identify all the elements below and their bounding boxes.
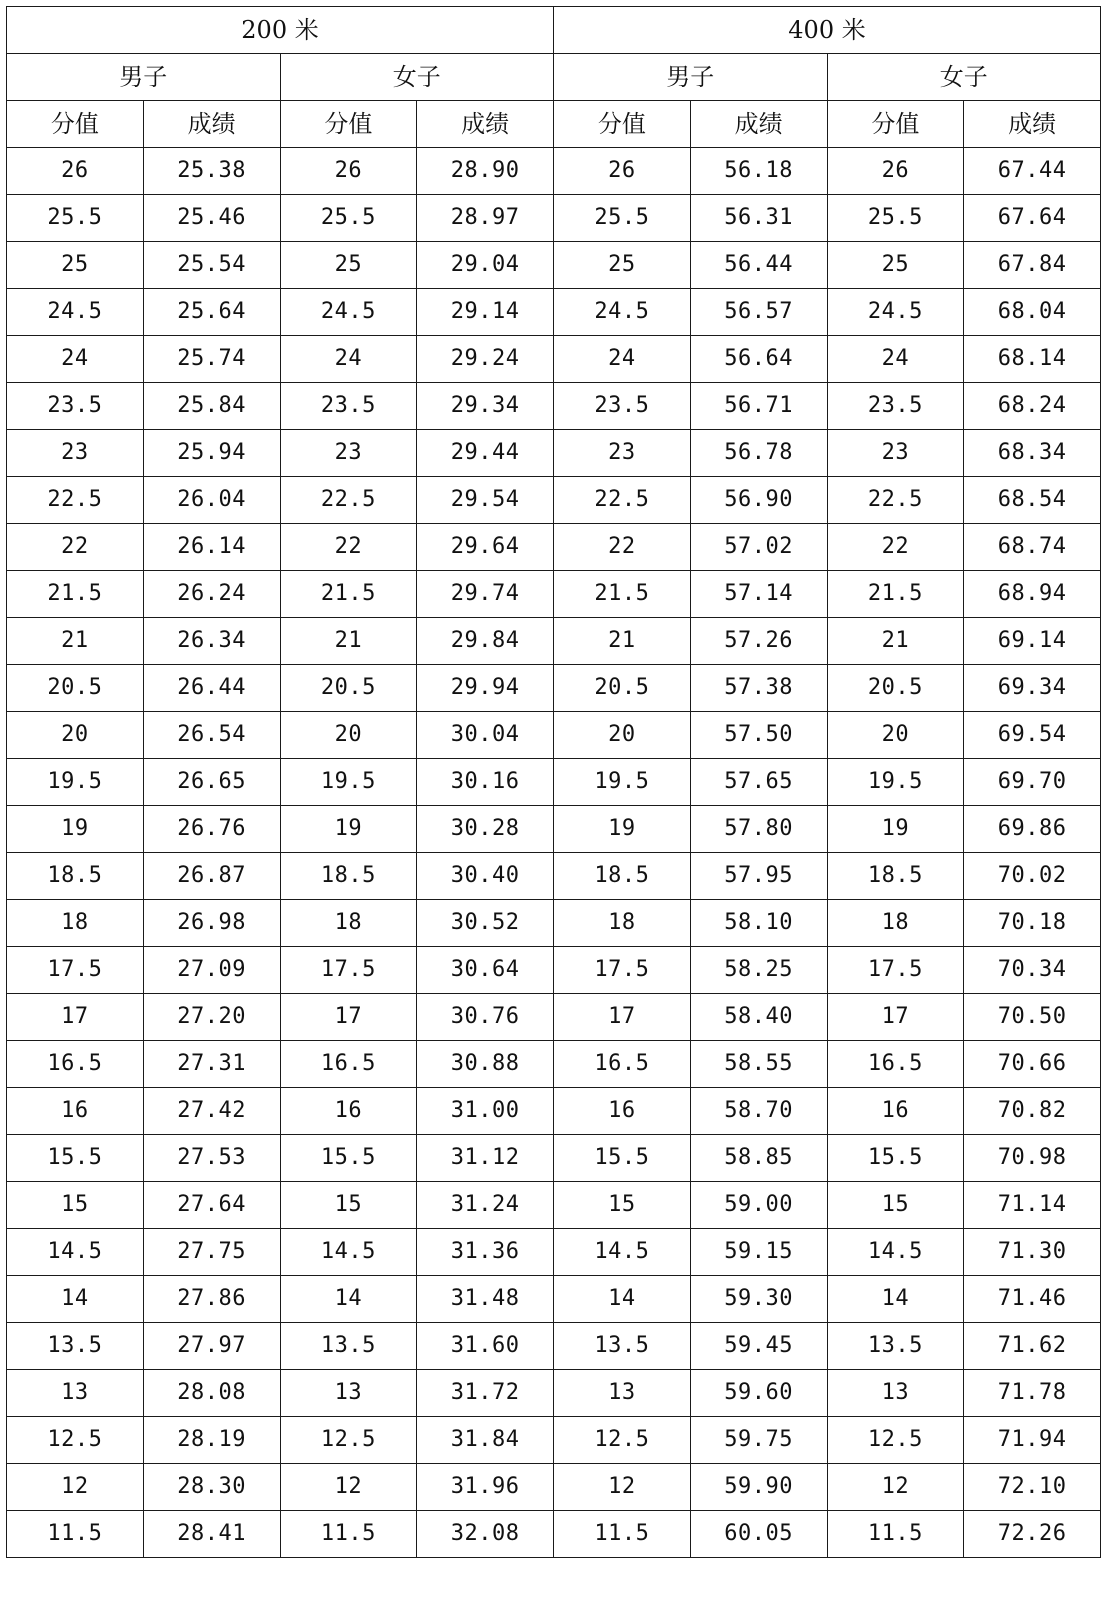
column-header-score: 分值 (827, 101, 964, 148)
score-cell: 25 (827, 242, 964, 289)
score-cell: 14 (280, 1276, 417, 1323)
result-cell: 25.46 (143, 195, 280, 242)
result-cell: 30.64 (417, 947, 554, 994)
score-cell: 15 (827, 1182, 964, 1229)
score-cell: 15.5 (280, 1135, 417, 1182)
table-row (7, 759, 1101, 806)
score-cell: 21.5 (280, 571, 417, 618)
result-cell: 58.10 (690, 900, 827, 947)
score-cell: 17 (827, 994, 964, 1041)
result-cell: 70.18 (964, 900, 1101, 947)
score-cell: 18 (280, 900, 417, 947)
result-cell: 31.72 (417, 1370, 554, 1417)
result-cell: 56.44 (690, 242, 827, 289)
result-cell: 72.26 (964, 1511, 1101, 1558)
result-cell: 25.64 (143, 289, 280, 336)
result-cell: 30.16 (417, 759, 554, 806)
result-cell: 56.57 (690, 289, 827, 336)
score-cell: 19.5 (827, 759, 964, 806)
result-cell: 31.36 (417, 1229, 554, 1276)
score-cell: 14.5 (280, 1229, 417, 1276)
result-cell: 68.74 (964, 524, 1101, 571)
score-cell: 22 (827, 524, 964, 571)
score-cell: 15 (7, 1182, 144, 1229)
score-table (6, 6, 1101, 1558)
table-row (7, 195, 1101, 242)
result-cell: 57.50 (690, 712, 827, 759)
score-cell: 23.5 (7, 383, 144, 430)
result-cell: 29.14 (417, 289, 554, 336)
gender-header-200m-male: 男子 (7, 54, 281, 101)
result-cell: 27.20 (143, 994, 280, 1041)
result-cell: 56.71 (690, 383, 827, 430)
result-cell: 60.05 (690, 1511, 827, 1558)
result-cell: 25.84 (143, 383, 280, 430)
result-cell: 31.60 (417, 1323, 554, 1370)
score-cell: 12.5 (827, 1417, 964, 1464)
score-cell: 14.5 (554, 1229, 691, 1276)
score-cell: 14.5 (827, 1229, 964, 1276)
score-cell: 20.5 (280, 665, 417, 712)
column-header-score: 分值 (7, 101, 144, 148)
score-cell: 23.5 (554, 383, 691, 430)
score-cell: 22.5 (7, 477, 144, 524)
score-cell: 13 (827, 1370, 964, 1417)
score-cell: 24.5 (827, 289, 964, 336)
score-cell: 12 (280, 1464, 417, 1511)
score-cell: 24.5 (554, 289, 691, 336)
table-row (7, 900, 1101, 947)
score-cell: 15 (280, 1182, 417, 1229)
score-cell: 21 (554, 618, 691, 665)
table-row (7, 477, 1101, 524)
score-cell: 25 (7, 242, 144, 289)
table-row (7, 289, 1101, 336)
score-cell: 16 (280, 1088, 417, 1135)
result-cell: 27.53 (143, 1135, 280, 1182)
result-cell: 29.84 (417, 618, 554, 665)
result-cell: 26.54 (143, 712, 280, 759)
score-cell: 19 (7, 806, 144, 853)
score-cell: 26 (7, 148, 144, 195)
result-cell: 29.44 (417, 430, 554, 477)
table-row (7, 1323, 1101, 1370)
result-cell: 26.87 (143, 853, 280, 900)
score-cell: 12.5 (280, 1417, 417, 1464)
table-row (7, 712, 1101, 759)
result-cell: 26.04 (143, 477, 280, 524)
score-cell: 26 (280, 148, 417, 195)
result-cell: 29.94 (417, 665, 554, 712)
score-cell: 16 (554, 1088, 691, 1135)
result-cell: 59.75 (690, 1417, 827, 1464)
result-cell: 68.54 (964, 477, 1101, 524)
result-cell: 29.64 (417, 524, 554, 571)
column-header-result: 成绩 (964, 101, 1101, 148)
result-cell: 71.30 (964, 1229, 1101, 1276)
table-row (7, 1370, 1101, 1417)
result-cell: 70.82 (964, 1088, 1101, 1135)
result-cell: 68.94 (964, 571, 1101, 618)
result-cell: 56.18 (690, 148, 827, 195)
result-cell: 71.14 (964, 1182, 1101, 1229)
result-cell: 26.44 (143, 665, 280, 712)
result-cell: 57.95 (690, 853, 827, 900)
result-cell: 70.02 (964, 853, 1101, 900)
table-row (7, 665, 1101, 712)
score-cell: 20 (554, 712, 691, 759)
result-cell: 27.09 (143, 947, 280, 994)
score-cell: 21.5 (554, 571, 691, 618)
result-cell: 26.34 (143, 618, 280, 665)
score-cell: 14.5 (7, 1229, 144, 1276)
score-cell: 17.5 (554, 947, 691, 994)
result-cell: 30.40 (417, 853, 554, 900)
table-row (7, 1088, 1101, 1135)
score-cell: 23 (280, 430, 417, 477)
result-cell: 28.97 (417, 195, 554, 242)
score-cell: 18 (827, 900, 964, 947)
score-cell: 18.5 (554, 853, 691, 900)
table-row (7, 1276, 1101, 1323)
gender-header-400m-male: 男子 (554, 54, 828, 101)
score-cell: 20 (280, 712, 417, 759)
result-cell: 57.80 (690, 806, 827, 853)
result-cell: 27.97 (143, 1323, 280, 1370)
result-cell: 29.04 (417, 242, 554, 289)
result-cell: 71.62 (964, 1323, 1101, 1370)
score-cell: 14 (7, 1276, 144, 1323)
result-cell: 31.84 (417, 1417, 554, 1464)
score-cell: 24 (827, 336, 964, 383)
result-cell: 27.42 (143, 1088, 280, 1135)
result-cell: 67.64 (964, 195, 1101, 242)
table-row (7, 430, 1101, 477)
result-cell: 57.65 (690, 759, 827, 806)
table-row (7, 1417, 1101, 1464)
result-cell: 30.76 (417, 994, 554, 1041)
table-row (7, 853, 1101, 900)
score-cell: 22 (7, 524, 144, 571)
score-cell: 11.5 (7, 1511, 144, 1558)
table-row (7, 1511, 1101, 1558)
table-row (7, 1229, 1101, 1276)
result-cell: 69.14 (964, 618, 1101, 665)
score-cell: 20 (827, 712, 964, 759)
table-row (7, 806, 1101, 853)
score-cell: 20.5 (827, 665, 964, 712)
result-cell: 27.86 (143, 1276, 280, 1323)
table-row (7, 524, 1101, 571)
table-row (7, 148, 1101, 195)
result-cell: 70.66 (964, 1041, 1101, 1088)
result-cell: 29.24 (417, 336, 554, 383)
result-cell: 59.30 (690, 1276, 827, 1323)
result-cell: 26.14 (143, 524, 280, 571)
result-cell: 68.04 (964, 289, 1101, 336)
score-cell: 17.5 (7, 947, 144, 994)
result-cell: 68.24 (964, 383, 1101, 430)
score-cell: 18.5 (280, 853, 417, 900)
score-cell: 25 (554, 242, 691, 289)
score-cell: 11.5 (827, 1511, 964, 1558)
score-cell: 16.5 (280, 1041, 417, 1088)
score-cell: 15.5 (7, 1135, 144, 1182)
table-row (7, 1135, 1101, 1182)
score-cell: 23 (827, 430, 964, 477)
result-cell: 59.60 (690, 1370, 827, 1417)
column-header-result: 成绩 (690, 101, 827, 148)
result-cell: 29.34 (417, 383, 554, 430)
score-cell: 16.5 (554, 1041, 691, 1088)
score-cell: 23.5 (827, 383, 964, 430)
table-row (7, 1182, 1101, 1229)
gender-header-row (7, 54, 1101, 101)
score-cell: 15.5 (554, 1135, 691, 1182)
table-row (7, 1041, 1101, 1088)
score-cell: 19.5 (280, 759, 417, 806)
result-cell: 59.15 (690, 1229, 827, 1276)
result-cell: 59.00 (690, 1182, 827, 1229)
result-cell: 72.10 (964, 1464, 1101, 1511)
score-cell: 19 (827, 806, 964, 853)
score-cell: 17 (554, 994, 691, 1041)
score-cell: 25.5 (280, 195, 417, 242)
score-cell: 24.5 (280, 289, 417, 336)
score-cell: 18.5 (827, 853, 964, 900)
table-row (7, 1464, 1101, 1511)
score-cell: 16.5 (827, 1041, 964, 1088)
score-cell: 14 (554, 1276, 691, 1323)
score-cell: 19 (554, 806, 691, 853)
result-cell: 68.14 (964, 336, 1101, 383)
result-cell: 68.34 (964, 430, 1101, 477)
result-cell: 27.64 (143, 1182, 280, 1229)
result-cell: 69.86 (964, 806, 1101, 853)
result-cell: 69.34 (964, 665, 1101, 712)
score-cell: 19 (280, 806, 417, 853)
result-cell: 25.54 (143, 242, 280, 289)
result-cell: 58.25 (690, 947, 827, 994)
table-row (7, 618, 1101, 665)
score-cell: 26 (554, 148, 691, 195)
result-cell: 25.74 (143, 336, 280, 383)
score-cell: 13.5 (7, 1323, 144, 1370)
score-cell: 22.5 (554, 477, 691, 524)
score-cell: 22 (280, 524, 417, 571)
score-cell: 11.5 (280, 1511, 417, 1558)
table-row (7, 994, 1101, 1041)
result-cell: 31.12 (417, 1135, 554, 1182)
score-cell: 13 (554, 1370, 691, 1417)
result-cell: 26.98 (143, 900, 280, 947)
score-cell: 25.5 (827, 195, 964, 242)
score-cell: 13.5 (280, 1323, 417, 1370)
result-cell: 56.90 (690, 477, 827, 524)
result-cell: 59.45 (690, 1323, 827, 1370)
score-cell: 21 (280, 618, 417, 665)
score-cell: 21.5 (7, 571, 144, 618)
result-cell: 31.00 (417, 1088, 554, 1135)
score-cell: 17 (280, 994, 417, 1041)
result-cell: 71.78 (964, 1370, 1101, 1417)
column-header-score: 分值 (280, 101, 417, 148)
result-cell: 31.48 (417, 1276, 554, 1323)
result-cell: 30.52 (417, 900, 554, 947)
score-cell: 16 (827, 1088, 964, 1135)
score-cell: 21.5 (827, 571, 964, 618)
column-header-result: 成绩 (143, 101, 280, 148)
result-cell: 58.55 (690, 1041, 827, 1088)
result-cell: 58.85 (690, 1135, 827, 1182)
score-cell: 12 (827, 1464, 964, 1511)
result-cell: 59.90 (690, 1464, 827, 1511)
result-cell: 26.76 (143, 806, 280, 853)
score-cell: 17 (7, 994, 144, 1041)
score-cell: 18.5 (7, 853, 144, 900)
result-cell: 31.96 (417, 1464, 554, 1511)
column-header-result: 成绩 (417, 101, 554, 148)
score-cell: 25.5 (7, 195, 144, 242)
score-cell: 15 (554, 1182, 691, 1229)
table-row (7, 571, 1101, 618)
score-cell: 12 (7, 1464, 144, 1511)
score-cell: 14 (827, 1276, 964, 1323)
score-cell: 21 (7, 618, 144, 665)
table-row (7, 336, 1101, 383)
result-cell: 31.24 (417, 1182, 554, 1229)
score-cell: 17.5 (280, 947, 417, 994)
score-cell: 22 (554, 524, 691, 571)
score-cell: 23.5 (280, 383, 417, 430)
result-cell: 30.04 (417, 712, 554, 759)
score-cell: 15.5 (827, 1135, 964, 1182)
result-cell: 67.84 (964, 242, 1101, 289)
score-cell: 12 (554, 1464, 691, 1511)
event-header-200m: 200 米 (7, 7, 554, 54)
result-cell: 58.70 (690, 1088, 827, 1135)
score-cell: 17.5 (827, 947, 964, 994)
result-cell: 57.38 (690, 665, 827, 712)
score-cell: 19.5 (554, 759, 691, 806)
result-cell: 26.24 (143, 571, 280, 618)
result-cell: 67.44 (964, 148, 1101, 195)
result-cell: 28.30 (143, 1464, 280, 1511)
result-cell: 25.38 (143, 148, 280, 195)
result-cell: 57.26 (690, 618, 827, 665)
table-row (7, 383, 1101, 430)
score-cell: 24 (7, 336, 144, 383)
score-cell: 11.5 (554, 1511, 691, 1558)
result-cell: 58.40 (690, 994, 827, 1041)
score-cell: 20 (7, 712, 144, 759)
score-cell: 19.5 (7, 759, 144, 806)
result-cell: 28.90 (417, 148, 554, 195)
result-cell: 56.64 (690, 336, 827, 383)
score-cell: 23 (7, 430, 144, 477)
result-cell: 69.54 (964, 712, 1101, 759)
table-row (7, 947, 1101, 994)
result-cell: 27.31 (143, 1041, 280, 1088)
event-header-row (7, 7, 1101, 54)
score-cell: 16 (7, 1088, 144, 1135)
score-cell: 16.5 (7, 1041, 144, 1088)
result-cell: 25.94 (143, 430, 280, 477)
score-cell: 13.5 (827, 1323, 964, 1370)
score-cell: 18 (7, 900, 144, 947)
score-cell: 23 (554, 430, 691, 477)
score-cell: 24.5 (7, 289, 144, 336)
score-cell: 12.5 (7, 1417, 144, 1464)
score-cell: 25.5 (554, 195, 691, 242)
result-cell: 27.75 (143, 1229, 280, 1276)
score-cell: 12.5 (554, 1417, 691, 1464)
score-cell: 24 (554, 336, 691, 383)
score-cell: 24 (280, 336, 417, 383)
result-cell: 26.65 (143, 759, 280, 806)
result-cell: 57.02 (690, 524, 827, 571)
table-row (7, 242, 1101, 289)
result-cell: 30.88 (417, 1041, 554, 1088)
result-cell: 28.19 (143, 1417, 280, 1464)
result-cell: 29.54 (417, 477, 554, 524)
score-cell: 18 (554, 900, 691, 947)
result-cell: 69.70 (964, 759, 1101, 806)
score-cell: 25 (280, 242, 417, 289)
result-cell: 30.28 (417, 806, 554, 853)
score-cell: 26 (827, 148, 964, 195)
result-cell: 71.94 (964, 1417, 1101, 1464)
score-cell: 22.5 (280, 477, 417, 524)
result-cell: 56.31 (690, 195, 827, 242)
column-header-score: 分值 (554, 101, 691, 148)
event-header-400m: 400 米 (554, 7, 1101, 54)
score-cell: 20.5 (554, 665, 691, 712)
result-cell: 70.50 (964, 994, 1101, 1041)
result-cell: 56.78 (690, 430, 827, 477)
column-header-row (7, 101, 1101, 148)
result-cell: 29.74 (417, 571, 554, 618)
result-cell: 28.08 (143, 1370, 280, 1417)
result-cell: 70.34 (964, 947, 1101, 994)
result-cell: 28.41 (143, 1511, 280, 1558)
gender-header-200m-female: 女子 (280, 54, 554, 101)
score-cell: 21 (827, 618, 964, 665)
score-cell: 13 (7, 1370, 144, 1417)
score-cell: 22.5 (827, 477, 964, 524)
gender-header-400m-female: 女子 (827, 54, 1101, 101)
result-cell: 32.08 (417, 1511, 554, 1558)
result-cell: 70.98 (964, 1135, 1101, 1182)
score-cell: 13 (280, 1370, 417, 1417)
score-cell: 13.5 (554, 1323, 691, 1370)
score-cell: 20.5 (7, 665, 144, 712)
result-cell: 71.46 (964, 1276, 1101, 1323)
result-cell: 57.14 (690, 571, 827, 618)
